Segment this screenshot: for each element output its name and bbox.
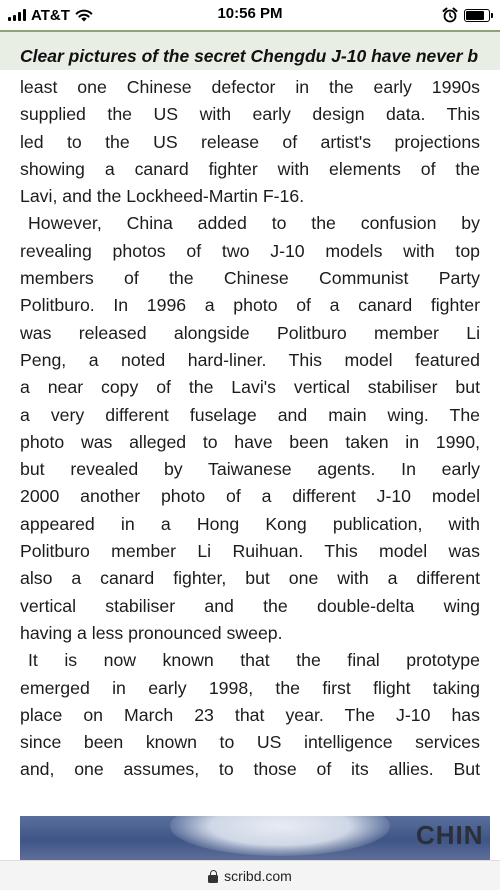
text-line: Politburo member Li Ruihuan. This model was xyxy=(20,541,480,562)
text-line: but revealed by Taiwanese agents. In early xyxy=(20,459,480,480)
url-text[interactable]: scribd.com xyxy=(224,867,292,884)
photo-image xyxy=(20,816,490,860)
text-line: However, China added to the confusion by xyxy=(28,213,480,234)
document-body xyxy=(20,74,480,784)
text-line: photo was alleged to have been taken in 1990, xyxy=(20,431,480,452)
text-line: Politburo. In 1996 a photo of a canard fighter xyxy=(20,295,480,316)
text-line: since been known to US intelligence services xyxy=(20,732,480,753)
header-caption: Clear pictures of the secret Chengdu J-10 have never b xyxy=(20,46,479,66)
carrier-name: AT&T xyxy=(31,6,70,24)
text-line: place on March 23 that year. The J-10 has xyxy=(20,704,480,725)
text-line: It is now known that the final prototype xyxy=(28,650,480,671)
text-line: Peng, a noted hard-liner. This model featured xyxy=(20,349,480,370)
text-line: a near copy of the Lavi's vertical stabiliser but xyxy=(20,377,480,398)
text-line: was released alongside Politburo member Li xyxy=(20,322,480,343)
document-header xyxy=(0,30,500,70)
text-line: also a canard fighter, but one with a different xyxy=(20,568,480,589)
alarm-icon xyxy=(442,7,458,23)
status-time: 10:56 PM xyxy=(217,5,283,22)
battery-icon xyxy=(464,9,490,22)
text-line: Lavi, and the Lockheed-Martin F-16. xyxy=(20,186,305,207)
status-right xyxy=(442,7,490,23)
battery-level xyxy=(466,11,484,20)
lock-icon xyxy=(208,870,218,883)
text-line: showing a canard fighter with elements of the xyxy=(20,158,480,179)
text-line: appeared in a Hong Kong publication, with xyxy=(20,513,480,534)
text-line: members of the Chinese Communist Party xyxy=(20,268,480,289)
text-line: 2000 another photo of a different J-10 model xyxy=(20,486,480,507)
text-line: supplied the US with early design data. This xyxy=(20,104,480,125)
text-line: and, one assumes, to those of its allies. But xyxy=(20,759,480,780)
status-bar xyxy=(0,0,500,30)
text-line: emerged in early 1998, the first flight taking xyxy=(20,677,480,698)
text-line: led to the US release of artist's projections xyxy=(20,131,480,152)
photo-glare xyxy=(170,816,390,856)
url-bar[interactable] xyxy=(0,860,500,890)
text-line: having a less pronounced sweep. xyxy=(20,622,283,643)
text-line: least one Chinese defector in the early 1990s xyxy=(20,77,480,97)
text-line: vertical stabiliser and the double-delta wing xyxy=(20,595,480,616)
photo-caption-text: CHIN xyxy=(416,820,484,850)
text-line: a very different fuselage and main wing. The xyxy=(20,404,480,425)
text-line: revealing photos of two J-10 models with top xyxy=(20,240,480,261)
